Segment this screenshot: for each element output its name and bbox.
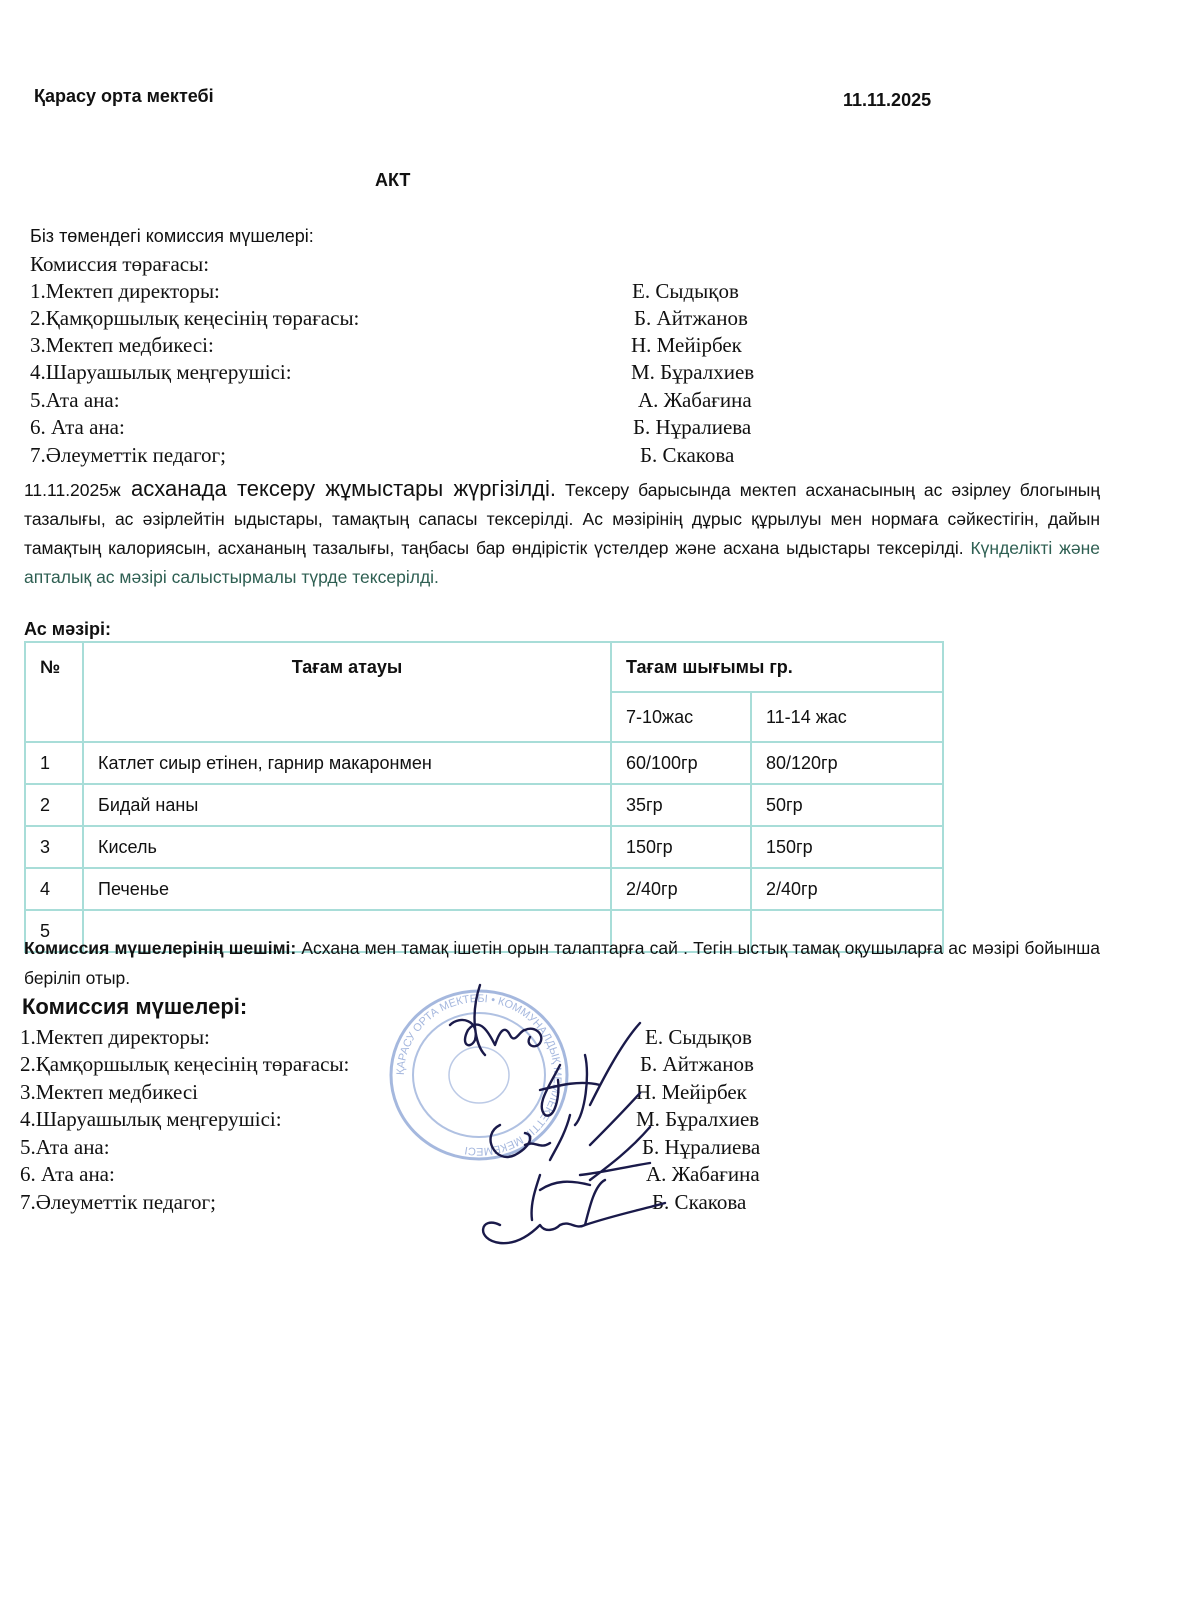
row-portion-7-10: 35гр xyxy=(611,784,751,826)
menu-table xyxy=(24,641,944,953)
col-header-age-11-14: 11-14 жас xyxy=(751,692,943,742)
inspection-lead: асханада тексеру жұмыстары жүргізілді. xyxy=(120,476,556,501)
inspection-paragraph xyxy=(24,474,1100,592)
signature-pedagogue xyxy=(483,1180,665,1243)
member-name: Е. Сыдықов xyxy=(645,1025,752,1049)
table-row xyxy=(25,742,943,784)
member-role: 1.Мектеп директоры: xyxy=(20,1025,210,1049)
signatures xyxy=(440,975,670,1255)
member-name: Б. Айтжанов xyxy=(640,1052,754,1076)
member-name: Б. Нұралиева xyxy=(633,415,752,439)
member-role: 5.Ата ана: xyxy=(30,388,120,412)
row-no: 2 xyxy=(25,784,83,826)
member-role: 6. Ата ана: xyxy=(30,415,125,439)
member-role: 1.Мектеп директоры: xyxy=(30,279,220,303)
document-title: АКТ xyxy=(375,170,411,190)
member-role: 5.Ата ана: xyxy=(20,1135,110,1159)
row-portion-11-14: 150гр xyxy=(751,826,943,868)
col-header-no: № xyxy=(25,642,83,742)
svg-text:ҚАРАСУ ОРТА МЕКТЕБІ • КОММУНАЛ: ҚАРАСУ ОРТА МЕКТЕБІ • КОММУНАЛДЫҚ МЕМЛЕКЕТТІК МЕКЕМЕСІ xyxy=(394,992,564,1158)
signature-nurse xyxy=(491,1093,640,1160)
row-portion-11-14: 80/120гр xyxy=(751,742,943,784)
member-role: 3.Мектеп медбикесі xyxy=(20,1080,198,1104)
row-no: 3 xyxy=(25,826,83,868)
signature-director xyxy=(450,985,541,1055)
col-header-output: Тағам шығымы гр. xyxy=(611,642,943,692)
member-name: М. Бұралхиев xyxy=(636,1107,760,1131)
decision-label: Комиссия мүшелерінің шешімі: xyxy=(24,938,297,958)
row-dish: Кисель xyxy=(83,826,611,868)
decision-text: Асхана мен тамақ ішетін орын талаптарға сай . Тегін ыстық тамақ оқушыларға ас мәзірі бойынша беріліп отыр. xyxy=(24,938,1100,988)
school-name: Қарасу орта мектебі xyxy=(34,86,214,106)
member-role: 4.Шаруашылық меңгерушісі: xyxy=(20,1107,282,1131)
row-portion-11-14: 2/40гр xyxy=(751,868,943,910)
table-row xyxy=(25,784,943,826)
table-row xyxy=(25,826,943,868)
member-name: Н. Мейірбек xyxy=(636,1080,747,1104)
member-name: Б. Скакова xyxy=(640,443,735,467)
row-portion-7-10: 150гр xyxy=(611,826,751,868)
row-portion-7-10: 2/40гр xyxy=(611,868,751,910)
menu-label: Ас мәзірі: xyxy=(24,619,112,639)
member-name: Е. Сыдықов xyxy=(632,279,739,303)
row-portion-11-14: 50гр xyxy=(751,784,943,826)
row-no: 1 xyxy=(25,742,83,784)
member-role: 7.Әлеуметтік педагог; xyxy=(30,443,226,467)
row-dish: Катлет сиыр етінен, гарнир макаронмен xyxy=(83,742,611,784)
member-role: 6. Ата ана: xyxy=(20,1162,115,1186)
members-title: Комиссия мүшелері: xyxy=(22,994,248,1019)
document-date: 11.11.2025 xyxy=(843,90,932,110)
table-row xyxy=(25,868,943,910)
row-no: 5 xyxy=(25,910,83,952)
member-role: 2.Қамқоршылық кеңесінің төрағасы: xyxy=(20,1052,350,1076)
member-role: 4.Шаруашылық меңгерушісі: xyxy=(30,360,292,384)
intro-line: Біз төмендегі комиссия мүшелері: xyxy=(30,226,314,246)
member-role: 3.Мектеп медбикесі: xyxy=(30,333,214,357)
row-dish: Печенье xyxy=(83,868,611,910)
row-dish: Бидай наны xyxy=(83,784,611,826)
inspection-text: Тексеру барысында мектеп асханасының ас әзірлеу блогының тазалығы, ас әзірлейтін ыдыстары, тамақтың сапасы тексерілді. Ас мәзірінің дұрыс құрылуы мен нормаға сәйкестігін, дайын тамақтың калориясын, асхананың тазалығы, таңбасы бар өндірістік үстелдер және асхана ыдыстары тексерілді. xyxy=(24,480,1100,558)
inspection-date: 11.11.2025ж xyxy=(24,480,121,500)
chairman-label: Комиссия төрағасы: xyxy=(30,252,210,276)
member-name: А. Жабағина xyxy=(646,1162,760,1186)
member-name: Н. Мейірбек xyxy=(631,333,742,357)
member-name: М. Бұралхиев xyxy=(631,360,755,384)
member-name: Б. Нұралиева xyxy=(642,1135,761,1159)
col-header-age-7-10: 7-10жас xyxy=(611,692,751,742)
row-portion-7-10: 60/100гр xyxy=(611,742,751,784)
member-role: 2.Қамқоршылық кеңесінің төрағасы: xyxy=(30,306,360,330)
col-header-name: Тағам атауы xyxy=(83,642,611,742)
member-name: Б. Скакова xyxy=(652,1190,747,1214)
row-no: 4 xyxy=(25,868,83,910)
member-role: 7.Әлеуметтік педагог; xyxy=(20,1190,216,1214)
member-name: Б. Айтжанов xyxy=(634,306,748,330)
member-name: А. Жабағина xyxy=(638,388,752,412)
inspection-green-text: Күнделікті және апталық ас мәзірі салыстырмалы түрде тексерілді. xyxy=(24,538,1100,587)
